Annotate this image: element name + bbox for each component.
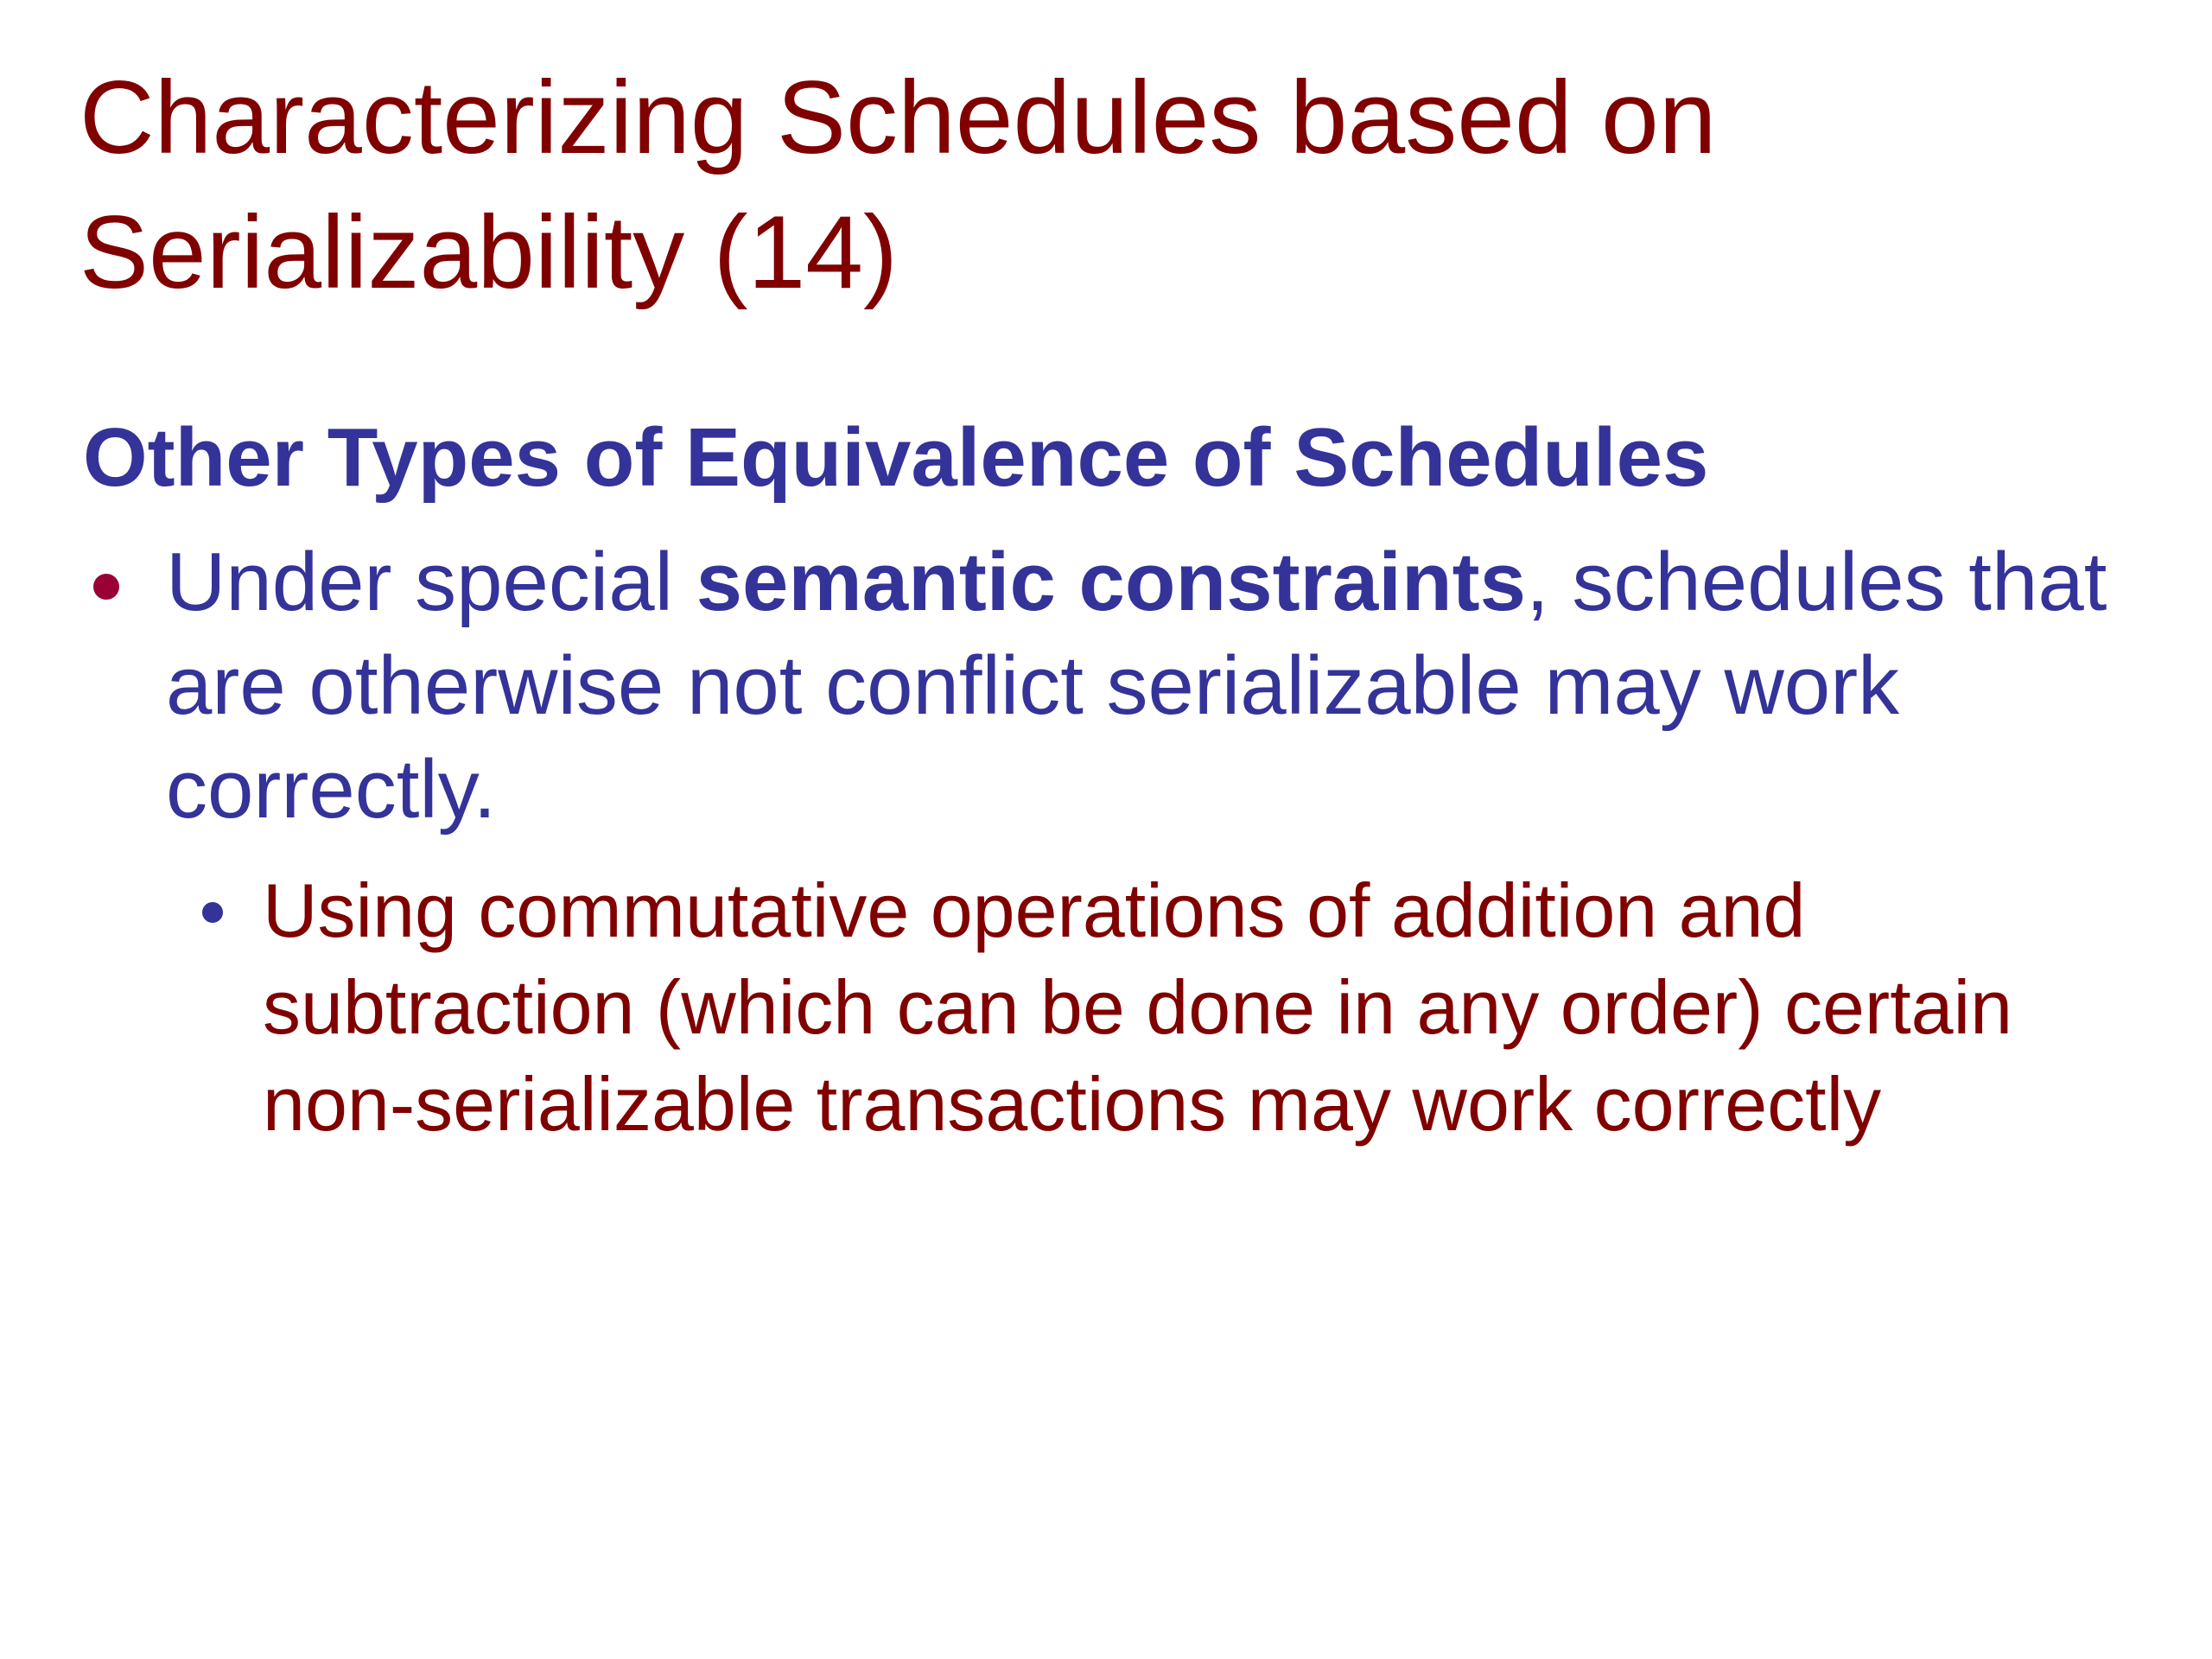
bullet-level-2-text: Using commutative operations of addition and subtraction (which can be done in any order) certain non-serializable transactions may work correctly	[263, 868, 2013, 1147]
sub-bullet-dot-icon	[202, 902, 223, 923]
bullet-1-suffix: , schedules that are otherwise not conflict serializable may work correctly.	[166, 536, 2107, 836]
bullet-1-emphasis: semantic constraints	[696, 536, 1526, 628]
slide-title: Characterizing Schedules based on Serializability (14)	[79, 60, 1717, 310]
bullet-level-1-text	[166, 531, 2157, 842]
bullet-dot-icon	[93, 574, 119, 600]
bullet-level-2	[83, 862, 2157, 1153]
bullet-1-prefix: Under special	[166, 536, 696, 628]
section-heading: Other Types of Equivalence of Schedules	[83, 411, 1709, 504]
bullet-level-1	[83, 531, 2157, 842]
